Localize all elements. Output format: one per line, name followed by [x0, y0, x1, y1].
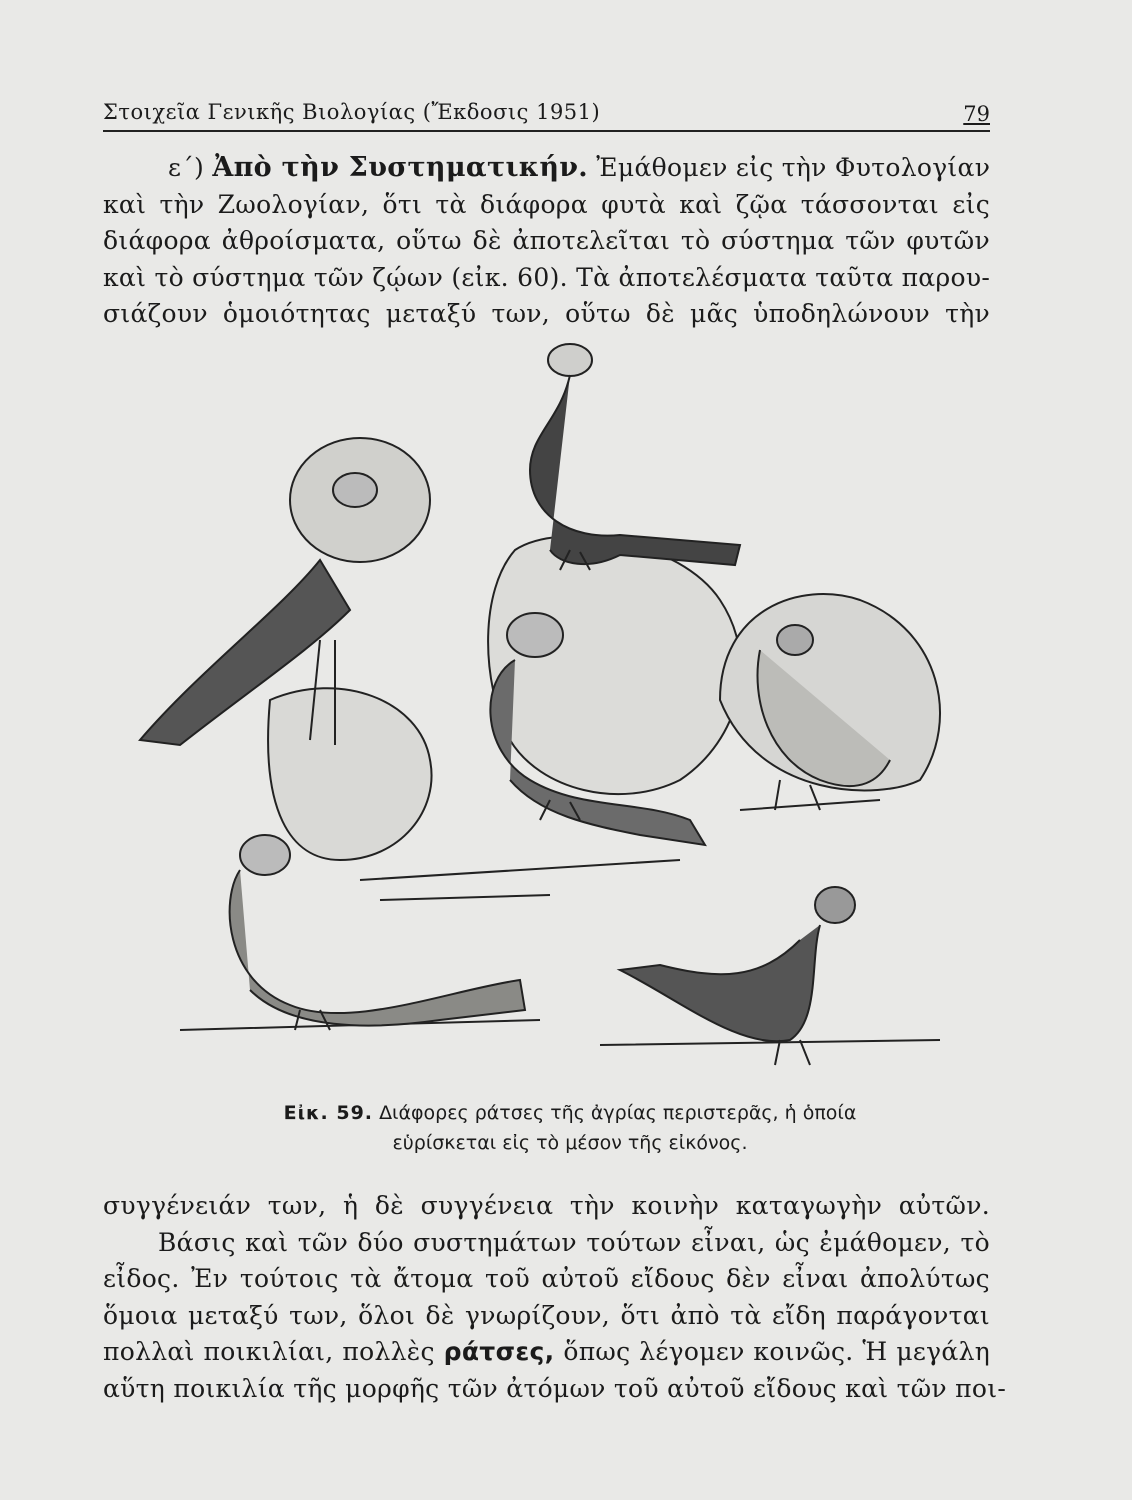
text-line: συγγένειάν των, ἡ δὲ συγγένεια τὴν κοινὴν καταγωγὴν αὐτῶν. — [103, 1191, 990, 1220]
text-line: ὅμοια μεταξύ των, ὅλοι δὲ γνωρίζουν, ὅτι ἀπὸ τὰ εἴδη παράγονται — [103, 1300, 990, 1330]
running-header — [103, 96, 990, 132]
figure-label: Εἰκ. 59. — [283, 1102, 374, 1124]
caption-line: εὑρίσκεται εἰς τὸ μέσον τῆς εἰκόνος. — [392, 1132, 748, 1154]
text-line: αὕτη ποικιλία τῆς μορφῆς τῶν ἀτόμων τοῦ αὐτοῦ εἴδους καὶ τῶν ποι- — [103, 1373, 1007, 1403]
rock-drawing — [488, 536, 741, 794]
section-heading: Ἀπὸ τὴν Συστηματικήν. — [212, 152, 589, 183]
pigeon-breeds-illustration — [120, 340, 1000, 1100]
pigeon-tall-drawing — [530, 344, 740, 570]
text-line: σιάζουν ὁμοιότητας μεταξύ των, οὕτω δὲ μᾶς ὑποδηλώνουν τὴν — [103, 299, 990, 328]
rock-drawing — [268, 688, 431, 860]
text-line-rest: Ἐμάθομεν εἰς τὴν Φυτολογίαν — [596, 153, 991, 182]
text-line: καὶ τὸ σύστημα τῶν ζῴων (εἰκ. 60). Τὰ ἀποτελέσματα ταῦτα παρου- — [103, 262, 991, 292]
section-marker: ε΄) — [168, 153, 205, 182]
text-line — [103, 150, 990, 187]
page-number: 79 — [963, 102, 990, 126]
text-line: εἶδος. Ἐν τούτοις τὰ ἄτομα τοῦ αὐτοῦ εἴδους δὲν εἶναι ἀπολύτως — [103, 1264, 990, 1293]
paragraph-systematics — [103, 150, 990, 333]
text-line: διάφορα ἀθροίσματα, οὕτω δὲ ἀποτελεῖται τὸ σύστημα τῶν φυτῶν — [103, 226, 990, 255]
figure-caption — [150, 1098, 990, 1158]
caption-line — [150, 1098, 990, 1128]
text-line — [103, 1334, 990, 1371]
pigeon-bottom-right-drawing — [620, 887, 855, 1065]
emphasized-term: ράτσες, — [443, 1337, 555, 1366]
ground-line — [180, 1020, 940, 1045]
paragraph-species — [103, 1188, 1007, 1407]
text-fragment: ὅπως λέγομεν κοινῶς. Ἡ μεγάλη — [563, 1337, 991, 1366]
text-line: καὶ τὴν Ζωολογίαν, ὅτι τὰ διάφορα φυτὰ καὶ ζῷα τάσσονται εἰς — [103, 189, 990, 219]
text-fragment: πολλαὶ ποικιλίαι, πολλὲς — [103, 1337, 435, 1366]
text-line: Βάσις καὶ τῶν δύο συστημάτων τούτων εἶναι, ὡς ἐμάθομεν, τὸ — [158, 1227, 990, 1257]
pigeon-bottom-left-drawing — [230, 835, 525, 1030]
fantail-pigeon-drawing — [720, 594, 940, 810]
book-title: Στοιχεῖα Γενικῆς Βιολογίας (Ἔκδοσις 1951) — [103, 100, 601, 124]
caption-text: Διάφορες ράτσες τῆς ἀγρίας περιστερᾶς, ἡ ὁποία — [379, 1102, 857, 1124]
